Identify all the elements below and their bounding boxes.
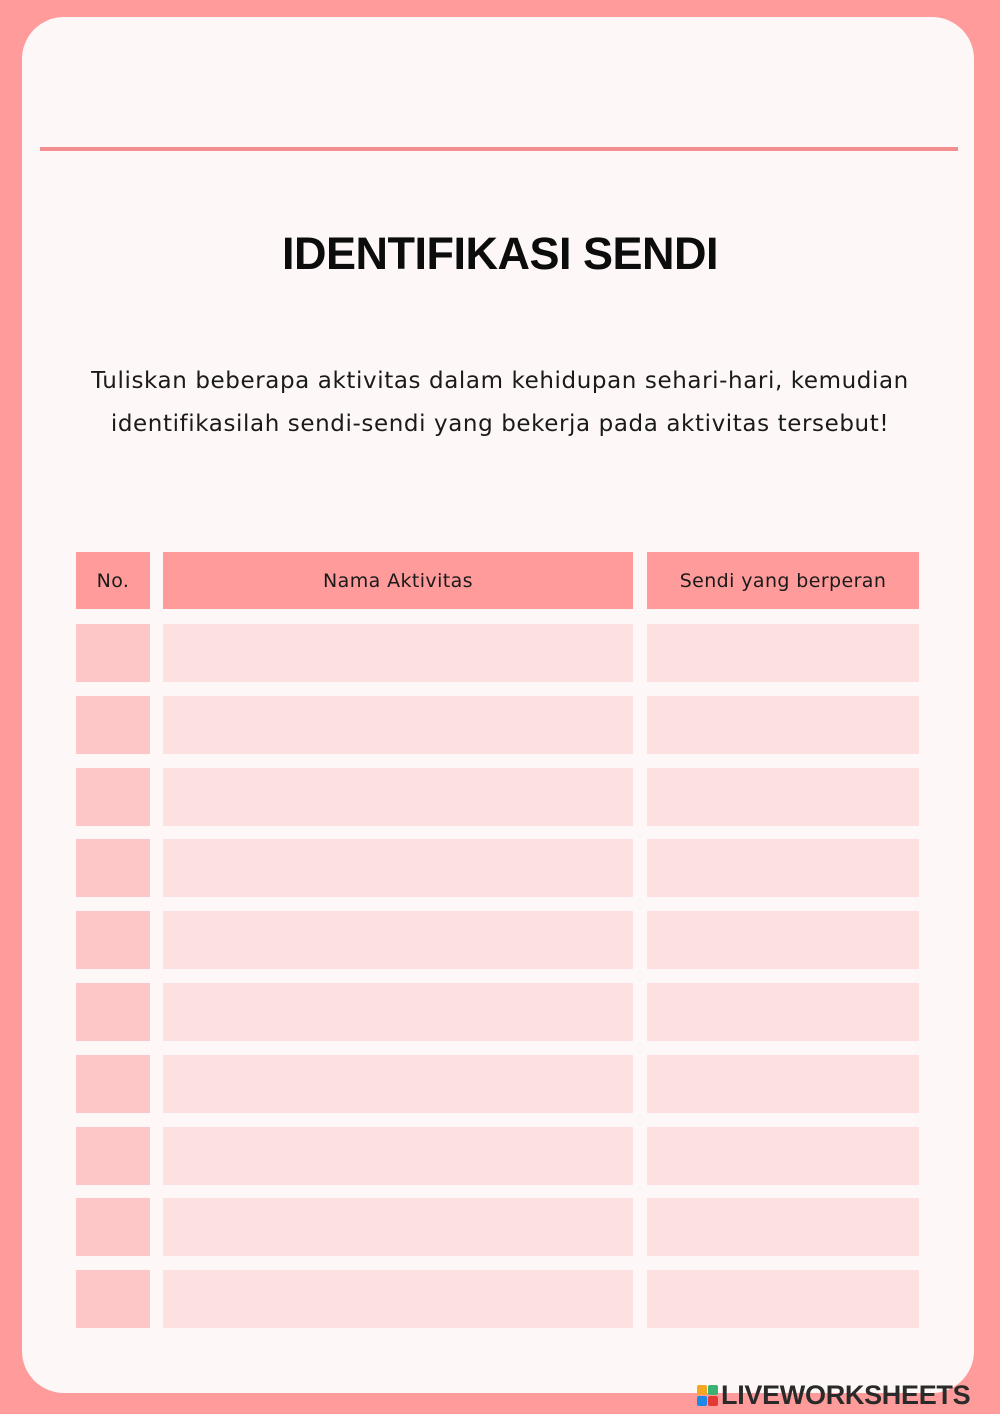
liveworksheets-brand: LIVEWORKSHEETS [721, 1379, 971, 1410]
liveworksheets-logo [697, 1380, 970, 1410]
cell-sendi[interactable] [647, 911, 919, 969]
cell-nama-aktivitas[interactable] [163, 911, 633, 969]
header-nama-aktivitas: Nama Aktivitas [163, 552, 633, 609]
cell-nama-aktivitas[interactable] [163, 1270, 633, 1328]
cell-nama-aktivitas[interactable] [163, 1127, 633, 1185]
cell-sendi[interactable] [647, 768, 919, 826]
cell-no [76, 1198, 150, 1256]
cell-no [76, 768, 150, 826]
cell-no [76, 839, 150, 897]
header-no: No. [76, 552, 150, 609]
cell-nama-aktivitas[interactable] [163, 839, 633, 897]
cell-sendi[interactable] [647, 839, 919, 897]
header-divider [40, 147, 958, 151]
cell-sendi[interactable] [647, 1270, 919, 1328]
cell-no [76, 911, 150, 969]
cell-no [76, 1270, 150, 1328]
cell-no [76, 696, 150, 754]
cell-nama-aktivitas[interactable] [163, 1055, 633, 1113]
cell-nama-aktivitas[interactable] [163, 983, 633, 1041]
cell-sendi[interactable] [647, 624, 919, 682]
header-sendi: Sendi yang berperan [647, 552, 919, 609]
cell-nama-aktivitas[interactable] [163, 624, 633, 682]
cell-sendi[interactable] [647, 1055, 919, 1113]
cell-no [76, 624, 150, 682]
cell-sendi[interactable] [647, 983, 919, 1041]
cell-no [76, 983, 150, 1041]
cell-no [76, 1055, 150, 1113]
page-title: IDENTIFIKASI SENDI [281, 228, 719, 279]
cell-no [76, 1127, 150, 1185]
instructions-text: Tuliskan beberapa aktivitas dalam kehidupan sehari-hari, kemudian identifikasilah sendi-sendi yang bekerja pada aktivitas tersebut! [91, 368, 909, 437]
cell-sendi[interactable] [647, 1198, 919, 1256]
cell-nama-aktivitas[interactable] [163, 696, 633, 754]
cell-nama-aktivitas[interactable] [163, 1198, 633, 1256]
cell-nama-aktivitas[interactable] [163, 768, 633, 826]
cell-sendi[interactable] [647, 1127, 919, 1185]
cell-sendi[interactable] [647, 696, 919, 754]
liveworksheets-logo-icon [697, 1385, 718, 1406]
